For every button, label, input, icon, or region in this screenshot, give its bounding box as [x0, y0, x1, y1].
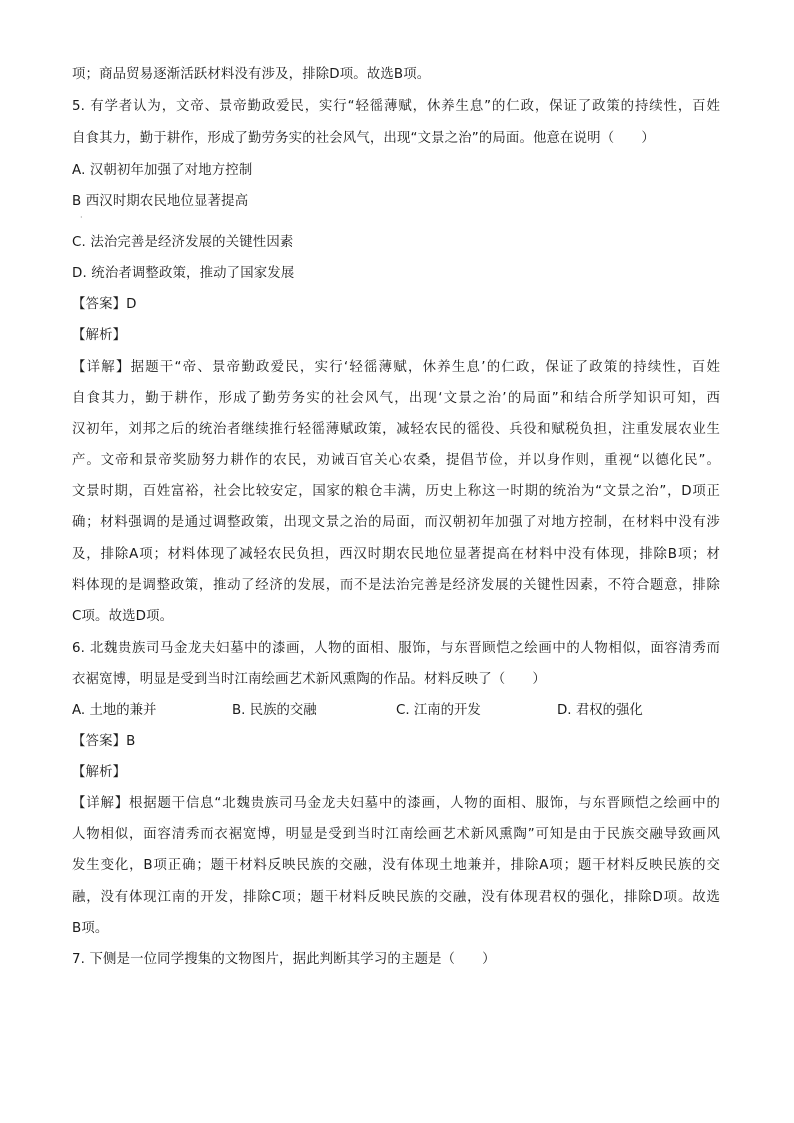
stray-mark: ·: [80, 213, 83, 222]
question-6-option-c: C. 江南的开发: [396, 703, 481, 718]
text-line: 项；商品贸易逐渐活跃材料没有涉及，排除D项。故选B项。: [72, 67, 431, 82]
question-5-option-b: B 西汉时期农民地位显著提高: [72, 194, 249, 209]
question-6-stem-cont: 衣裾宽博，明显是受到当时江南绘画艺术新风熏陶的作品。材料反映了（ ）: [72, 672, 546, 687]
question-5-stem: 5. 有学者认为，文帝、景帝勤政爱民，实行“轻徭薄赋，休养生息”的仁政，保证了政策的持续性，百姓: [72, 99, 720, 114]
question-5-stem-cont: 自食其力，勤于耕作，形成了勤劳务实的社会风气，出现“文景之治”的局面。他意在说明（ ）: [72, 131, 655, 146]
explanation-line: B项。: [72, 921, 109, 936]
explanation-line: 料体现的是调整政策，推动了经济的发展，而不是法治完善是经济发展的关键性因素，不符合题意，排除: [72, 578, 720, 593]
analysis-label: 【解析】: [72, 328, 127, 343]
answer-label: 【答案】D: [72, 297, 137, 312]
explanation-line: 人物相似，面容清秀而衣裾宽博，明显是受到当时江南绘画艺术新风熏陶”可知是由于民族交融导致画风: [72, 827, 720, 842]
question-6-stem: 6. 北魏贵族司马金龙夫妇墓中的漆画，人物的面相、服饰，与东晋顾恺之绘画中的人物相似，面容清秀而: [72, 641, 720, 656]
question-5-option-a: A. 汉朝初年加强了对地方控制: [72, 163, 253, 178]
explanation-line: 自食其力，勤于耕作，形成了勤劳务实的社会风气，出现‘文景之治’的局面”和结合所学知识可知，西: [72, 391, 720, 406]
explanation-line: 汉初年，刘邦之后的统治者继续推行轻徭薄赋政策，减轻农民的徭役、兵役和赋税负担，注重发展农业生: [72, 422, 720, 437]
explanation-line: 产。文帝和景帝奖励努力耕作的农民，劝诫百官关心农桑，提倡节俭，并以身作则，重视“以德化民”。: [72, 453, 720, 468]
explanation-line: C项。故选D项。: [72, 609, 174, 624]
explanation-line: 发生变化，B项正确；题干材料反映民族的交融，没有体现土地兼并，排除A项；题干材料反映民族的交: [72, 858, 720, 873]
question-5-option-d: D. 统治者调整政策，推动了国家发展: [72, 266, 295, 281]
analysis-label: 【解析】: [72, 765, 127, 780]
explanation-line: 及，排除A项；材料体现了减轻农民负担，西汉时期农民地位显著提高在材料中没有体现，排除B项；材: [72, 547, 720, 562]
question-6-option-a: A. 土地的兼并: [72, 703, 157, 718]
question-6-option-b: B. 民族的交融: [232, 703, 317, 718]
question-6-option-d: D. 君权的强化: [557, 703, 643, 718]
explanation-line: 文景时期，百姓富裕，社会比较安定，国家的粮仓丰满，历史上称这一时期的统治为“文景之治”，D项正: [72, 484, 720, 499]
question-5-option-c: C. 法治完善是经济发展的关键性因素: [72, 235, 294, 250]
explanation-line: 【详解】据题干“帝、景帝勤政爱民，实行‘轻徭薄赋，休养生息’的仁政，保证了政策的持续性，百姓: [72, 360, 720, 375]
explanation-line: 【详解】根据题干信息“北魏贵族司马金龙夫妇墓中的漆画，人物的面相、服饰，与东晋顾恺之绘画中的: [72, 796, 720, 811]
explanation-line: 确；材料强调的是通过调整政策，出现文景之治的局面，而汉朝初年加强了对地方控制，在材料中没有涉: [72, 515, 720, 530]
answer-label: 【答案】B: [72, 734, 136, 749]
question-7-stem: 7. 下侧是一位同学搜集的文物图片，据此判断其学习的主题是（ ）: [72, 952, 496, 967]
explanation-line: 融，没有体现江南的开发，排除C项；题干材料反映民族的交融，没有体现君权的强化，排除D项。故选: [72, 890, 720, 905]
